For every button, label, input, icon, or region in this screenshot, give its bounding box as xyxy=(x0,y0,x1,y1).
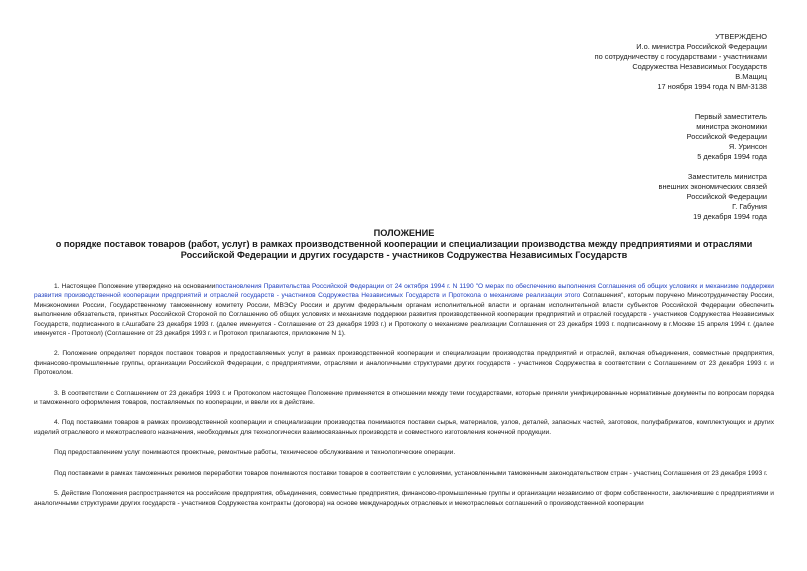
approval-block-ministry-cis xyxy=(595,32,767,92)
approval-line: Содружества Независимых Государств xyxy=(632,62,767,71)
paragraph-5: 5. Действие Положения распространяется на российские предприятия, объединения, совместные предприятия, финансово-промышленные группы и организации независимо от форм собственности, заключившие с предприятиями и аналогичными структурами других государств - участников Содружества контракты (договора) на основе международных отраслевых и межотраслевых соглашений о производственной кооперации xyxy=(34,490,774,507)
paragraph-4: 4. Под поставками товаров в рамках производственной кооперации и специализации производства понимаются поставки сырья, материалов, узлов, деталей, запасных частей, заготовок, полуфабрикатов, комплектующих и других изделий отраслевого и межотраслевого назначения, необходимых для технологически взаимосвязанных производств и совместного изготовления конечной продукции. xyxy=(34,419,774,436)
title-subtitle: о порядке поставок товаров (работ, услуг) в рамках производственной кооперации и специализации производства между предприятиями и отраслями Российской Федерации и других государств - участников Содружества Независимых Государств xyxy=(55,239,753,260)
approval-line: 19 декабря 1994 года xyxy=(693,212,767,221)
approval-block-ministry-economy xyxy=(687,112,767,162)
document-body xyxy=(34,282,774,519)
approval-line: 5 декабря 1994 года xyxy=(697,152,767,161)
approval-line: 17 ноября 1994 года N ВМ-3138 xyxy=(657,82,767,91)
approval-line: внешних экономических связей xyxy=(658,182,767,191)
approval-line: Российской Федерации xyxy=(686,192,767,201)
paragraph-1 xyxy=(34,282,774,338)
paragraph-2: 2. Положение определяет порядок поставок товаров и предоставляемых услуг в рамках производственной кооперации и специализации производства предприятий и отраслей, включая объединения, совместные предприятия, финансово-промышленные группы, организации Российской Федерации, с предприятиями, отраслями и аналогичными структурами других государств - участников Содружества в соответствии с Соглашением от 23 декабря 1993 г. и Протоколом. xyxy=(34,350,774,377)
approval-line: И.о. министра Российской Федерации xyxy=(636,42,767,51)
approval-line: В.Мащиц xyxy=(735,72,767,81)
resolution-link[interactable]: постановления Правительства Российской Федерации от 24 октября 1994 г. N 1190 "О мерах по обеспечению выполнения Соглашения об общих условиях и механизме поддержки развития производственной кооперации предприятий и отраслей государств - участников Содружества Независимых Государств и Протокола о механизме реализации этого xyxy=(34,283,774,300)
paragraph-1-start: 1. Настоящее Положение утверждено на основании xyxy=(54,283,216,290)
paragraph-3: 3. В соответствии с Соглашением от 23 декабря 1993 г. и Протоколом настоящее Положение применяется в отношении между теми государствами, которые приняли унифицированные нормативные документы по вопросам порядка и таможенного оформления товаров, поставляемых по кооперации, и ввели их в действие. xyxy=(34,389,774,407)
approval-line: Г. Габуния xyxy=(732,202,767,211)
approval-line: по сотрудничеству с государствами - участниками xyxy=(594,52,767,61)
paragraph-1-rest: Соглашения", которым поручено Минсотрудничеству России, Минэкономики России, Государственному таможенному комитету России, МВЭСу России и другим федеральным органам исполнительной власти и органам исполнительной власти субъектов Российской Федерации обеспечить выполнение обязательств, принятых Российской Стороной по Соглашению об общих условиях и механизме поддержки развития производственной кооперации предприятий и отраслей государств - участников Содружества Независимых Государств, подписанного в г.Ашгабате 23 декабря 1993 г. (далее именуется - Соглашение от 23 декабря 1993 г.) и Протоколу о механизме реализации Соглашения от 23 декабря 1993 г. подписанному в г.Москве 15 апреля 1994 г. (далее именуется - Протокол) (Соглашение от 23 декабря 1993 г. и Протокол прилагаются, приложение N 1). xyxy=(34,292,774,338)
approval-line: Первый заместитель xyxy=(694,112,767,121)
approval-block-ministry-foreign-economic xyxy=(659,172,767,222)
paragraph-4b: Под поставками в рамках таможенных режимов переработки товаров понимаются поставки товаров в соответствии с условиями, установленными таможенным законодательством стран - участниц Соглашения от 23 декабря 1993 г. xyxy=(54,469,768,477)
approval-line: Российской Федерации xyxy=(686,132,767,141)
title-heading: ПОЛОЖЕНИЕ xyxy=(373,228,435,238)
document-title xyxy=(34,228,774,261)
approval-line: Я. Уринсон xyxy=(728,142,767,151)
approval-line: УТВЕРЖДЕНО xyxy=(715,32,767,41)
paragraph-4a: Под предоставлением услуг понимаются проектные, ремонтные работы, техническое обслуживание и технологические операции. xyxy=(54,449,456,457)
approval-line: министра экономики xyxy=(696,122,767,131)
approval-line: Заместитель министра xyxy=(687,172,767,181)
